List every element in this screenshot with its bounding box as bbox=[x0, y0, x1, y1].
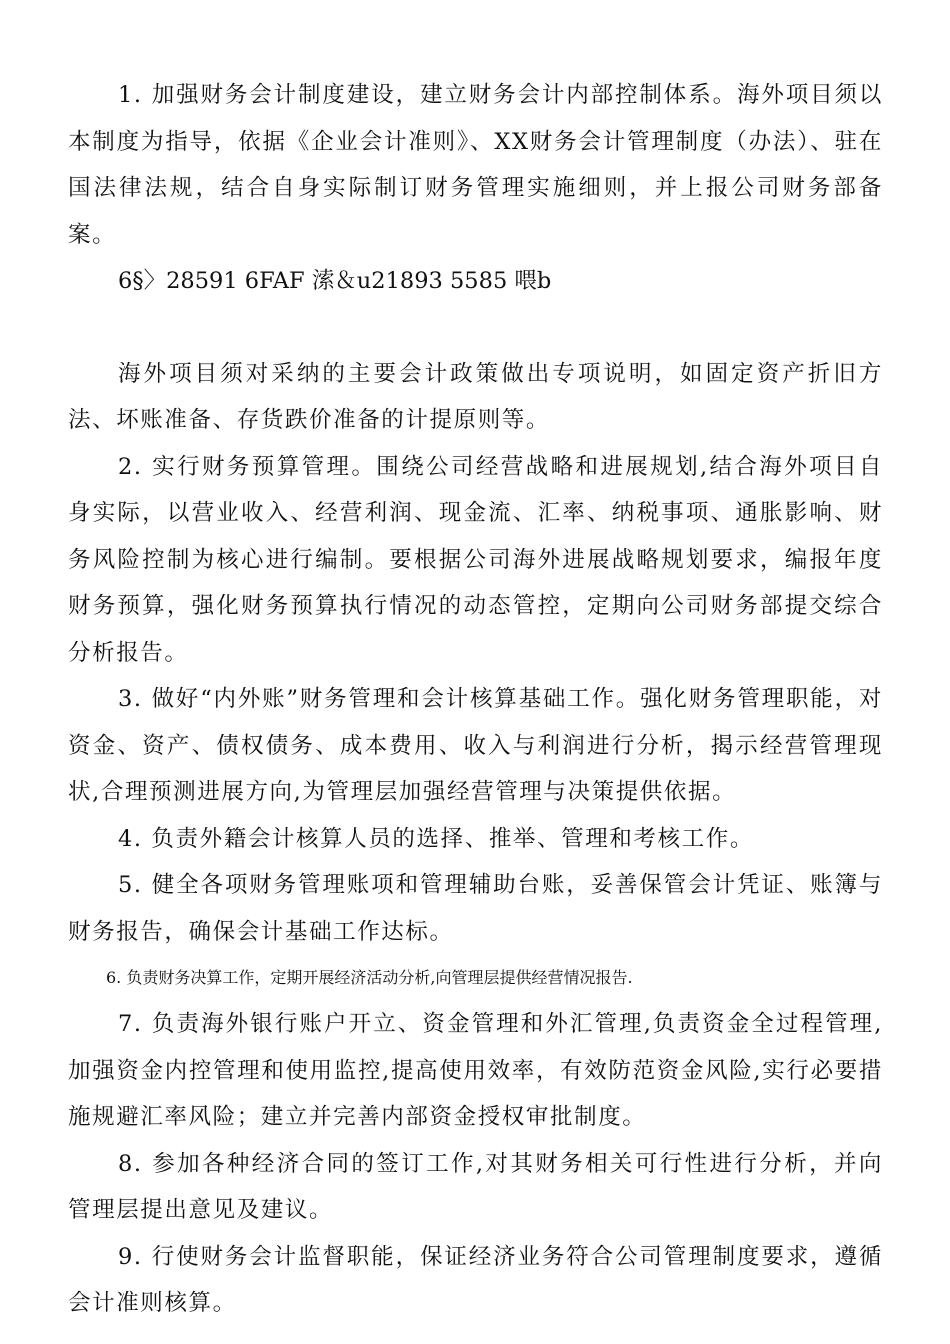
paragraph-item-8: 8. 参加各种经济合同的签订工作,对其财务相关可行性进行分析，并向管理层提出意见及建议。 bbox=[68, 1150, 883, 1223]
paragraph-item-7: 7. 负责海外银行账户开立、资金管理和外汇管理,负责资金全过程管理,加强资金内控管理和使用监控,提高使用效率，有效防范资金风险,实行必要措施规避汇率风险；建立并完善内部资金授权审批制度。 bbox=[68, 1011, 883, 1130]
paragraph-item-2: 2. 实行财务预算管理。围绕公司经营战略和进展规划,结合海外项目自身实际，以营业收入、经营利润、现金流、汇率、纳税事项、通胀影响、财务风险控制为核心进行编制。要根据公司海外进展战略规划要求，编报年度财务预算，强化财务预算执行情况的动态管控，定期向公司财务部提交综合分析报告。 bbox=[68, 453, 883, 666]
garbled-text-line: 6§〉28591 6FAF 溹＆u21893 5585 喂b bbox=[118, 268, 552, 294]
document-body bbox=[68, 72, 883, 1327]
paragraph-item-4: 4. 负责外籍会计核算人员的选择、推举、管理和考核工作。 bbox=[118, 825, 754, 852]
paragraph-item-5: 5. 健全各项财务管理账项和管理辅助台账，妥善保管会计凭证、账簿与财务报告，确保会计基础工作达标。 bbox=[68, 872, 883, 945]
paragraph-item-1: 1. 加强财务会计制度建设，建立财务会计内部控制体系。海外项目须以本制度为指导，依据《企业会计准则》、XX财务会计管理制度（办法）、驻在国法律法规，结合自身实际制订财务管理实施细则，并上报公司财务部备案。 bbox=[68, 82, 883, 248]
paragraph-item-9: 9. 行使财务会计监督职能，保证经济业务符合公司管理制度要求，遵循会计准则核算。 bbox=[68, 1243, 883, 1316]
paragraph-item-6: 6. 负责财务决算工作，定期开展经济活动分析,向管理层提供经营情况报告. bbox=[106, 968, 633, 987]
paragraph-item-3: 3. 做好“内外账”财务管理和会计核算基础工作。强化财务管理职能，对资金、资产、债权债务、成本费用、收入与利润进行分析，揭示经营管理现状,合理预测进展方向,为管理层加强经营管理与决策提供依据。 bbox=[68, 686, 883, 805]
paragraph-accounting-policy: 海外项目须对采纳的主要会计政策做出专项说明，如固定资产折旧方法、坏账准备、存货跌价准备的计提原则等。 bbox=[68, 360, 883, 433]
